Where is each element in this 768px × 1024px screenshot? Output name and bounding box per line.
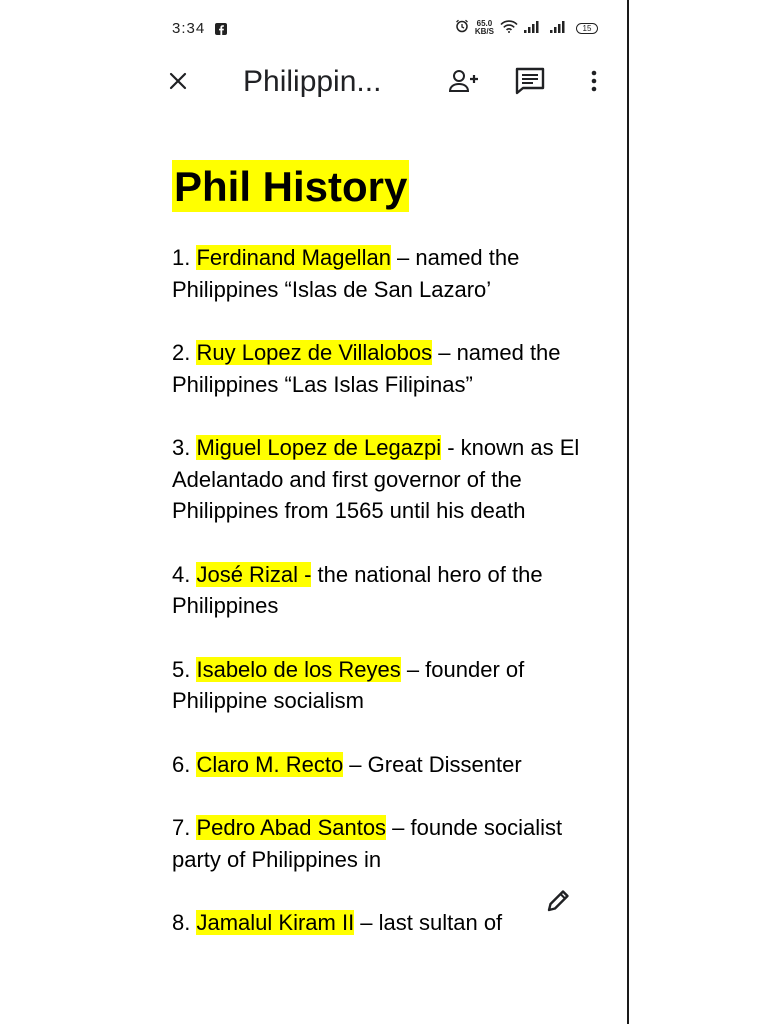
list-item-description: – named the Philippines “Islas de San Lazaro’ xyxy=(172,245,520,302)
close-button[interactable] xyxy=(162,55,194,111)
list-item xyxy=(172,907,592,939)
list-item-description: – founde socialist party of Philippines in xyxy=(172,815,563,872)
list-item xyxy=(172,242,592,305)
wifi-icon xyxy=(500,20,518,37)
list-item xyxy=(172,749,592,781)
status-icons xyxy=(455,19,598,37)
list-item-number: 6. xyxy=(172,751,197,777)
comments-button[interactable] xyxy=(512,55,548,111)
list-item-name: Ferdinand Magellan xyxy=(196,245,391,270)
list-item xyxy=(172,432,592,527)
list-item-name: Pedro Abad Santos xyxy=(196,815,387,840)
list-item-description: - known as El Adelantado and first governor of the Philippines from 1565 until his death xyxy=(172,435,580,523)
list-item-number: 1. xyxy=(172,245,197,270)
document-body xyxy=(172,160,592,970)
comment-icon xyxy=(515,67,545,100)
scroll-cutoff xyxy=(172,956,592,970)
alarm-icon xyxy=(455,19,469,37)
signal-icon xyxy=(524,20,544,37)
list-item-name: Ruy Lopez de Villalobos xyxy=(196,340,433,365)
list-item-description: – Great Dissenter xyxy=(343,751,522,777)
list-item-name: Jamalul Kiram II xyxy=(196,910,355,935)
battery-icon xyxy=(576,23,598,34)
list-item-description: – last sultan of xyxy=(354,910,503,935)
signal-icon-secondary xyxy=(550,20,566,37)
status-bar xyxy=(172,14,598,42)
list-item xyxy=(172,812,592,875)
list-item-name: Isabelo de los Reyes xyxy=(196,656,401,682)
list-item-description: the national hero of the Philippines xyxy=(172,561,543,618)
document-heading: Phil History xyxy=(172,160,409,212)
list-item xyxy=(172,337,592,400)
close-icon xyxy=(168,71,188,96)
network-speed-value: 65.0 xyxy=(476,19,493,28)
facebook-icon xyxy=(215,22,227,34)
list-item-description: – founder of Philippine socialism xyxy=(172,656,525,713)
add-person-icon xyxy=(448,69,480,98)
list-item-name: José Rizal - xyxy=(196,561,312,587)
list-item-description: – named the Philippines “Las Islas Filipinas” xyxy=(172,340,561,397)
share-button[interactable] xyxy=(446,55,482,111)
more-vert-icon xyxy=(591,70,597,97)
document-toolbar xyxy=(150,55,628,111)
list-item-number: 5. xyxy=(172,656,197,682)
edit-pencil-icon xyxy=(545,888,571,919)
list-item-number: 7. xyxy=(172,815,197,840)
document-title: Philippin... xyxy=(243,65,382,98)
screen-edge xyxy=(627,0,629,1024)
network-speed-unit: KB/S xyxy=(474,27,494,36)
network-speed xyxy=(475,20,494,36)
list-item xyxy=(172,559,592,622)
list-item-name: Miguel Lopez de Legazpi xyxy=(196,435,442,460)
more-options-button[interactable] xyxy=(582,55,606,111)
battery-level: 15 xyxy=(582,23,592,33)
status-time: 3:34 xyxy=(172,19,206,37)
list-item xyxy=(172,654,592,717)
edit-button[interactable] xyxy=(535,880,581,926)
list-item-number: 3. xyxy=(172,435,197,460)
list-item-name: Claro M. Recto xyxy=(196,751,344,777)
phone-screen xyxy=(150,0,628,1024)
list-item-number: 4. xyxy=(172,561,197,587)
list-item-number: 2. xyxy=(172,340,197,365)
list-item-number: 8. xyxy=(172,910,197,935)
